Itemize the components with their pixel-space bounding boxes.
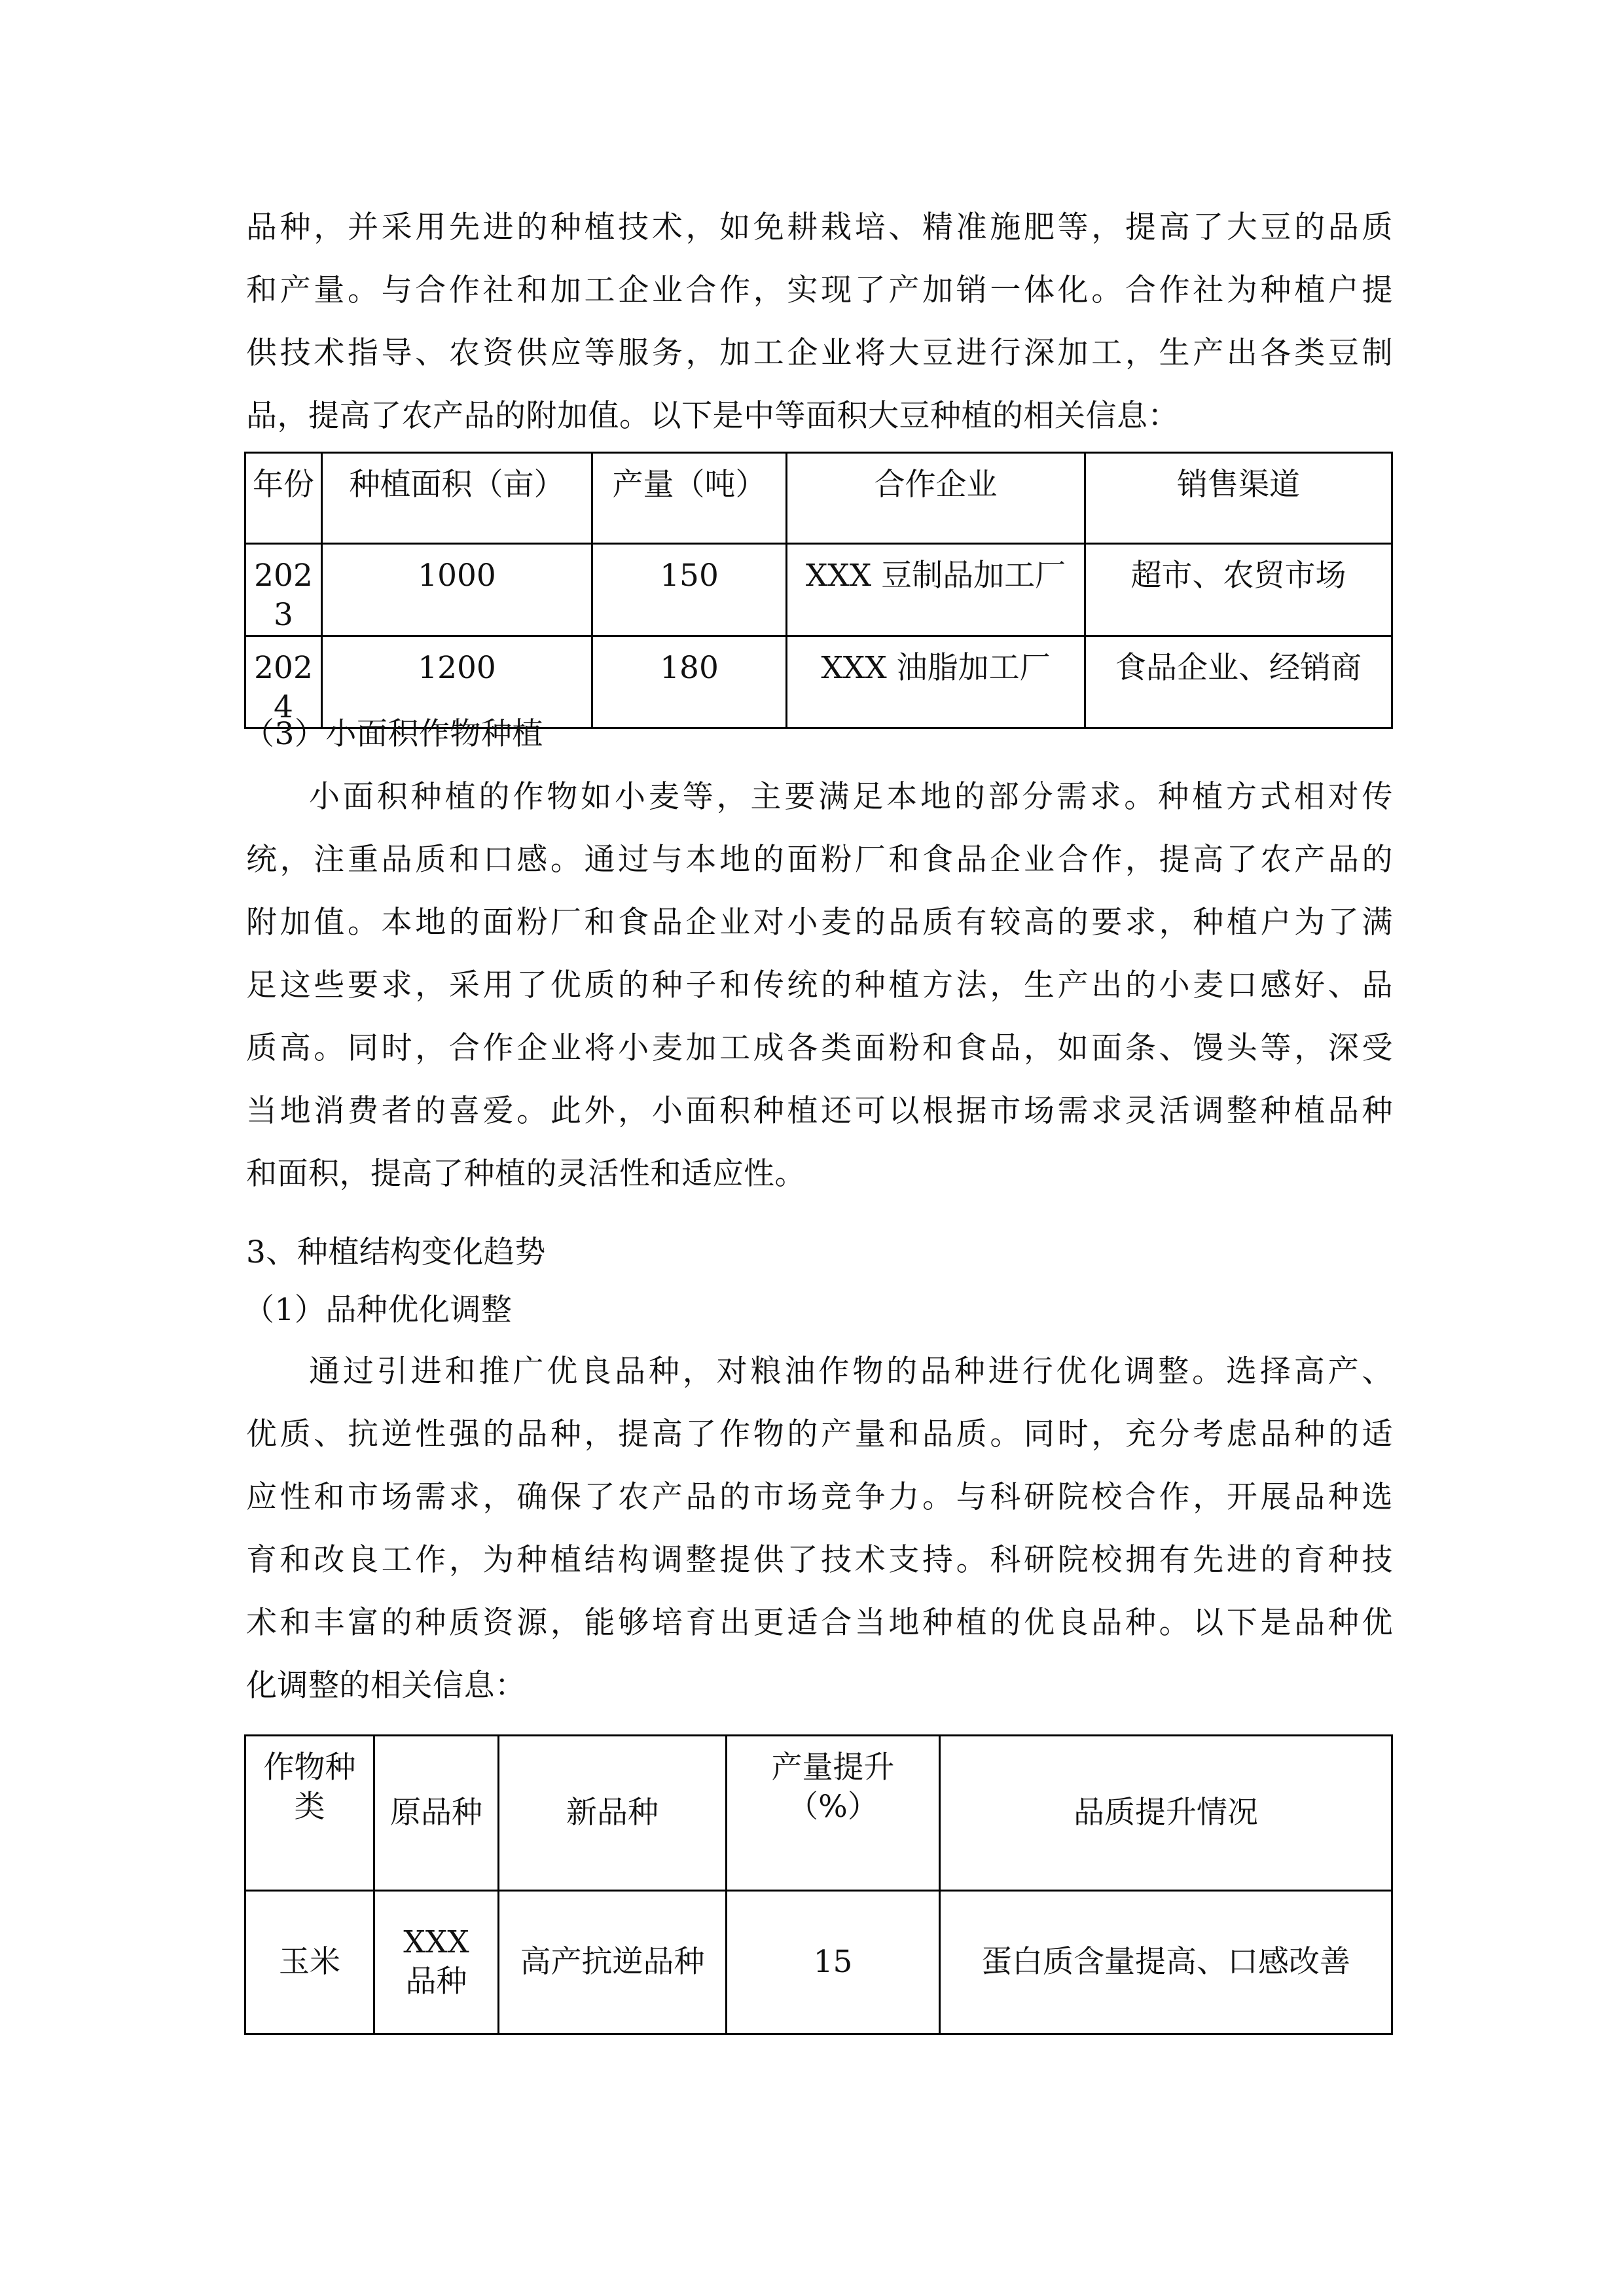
cell-area: 1000 (322, 544, 592, 636)
cell-partner: XXX 豆制品加工厂 (787, 544, 1085, 636)
cell-yield-increase: 15 (727, 1891, 940, 2034)
cell-channel: 食品企业、经销商 (1085, 636, 1392, 728)
cell-area: 1200 (322, 636, 592, 728)
trend-line-5: 术和丰富的种质资源，能够培育出更适合当地种植的优良品种。以下是品种优 (246, 1605, 1393, 1641)
header-cell: 新品种 (499, 1736, 727, 1891)
subheading-variety-optimization: （1）品种优化调整 (244, 1292, 513, 1328)
cell-year: 2024 (245, 636, 322, 728)
small-area-line-1: 小面积种植的作物如小麦等，主要满足本地的部分需求。种植方式相对传 (309, 779, 1393, 815)
header-cell: 原品种 (374, 1736, 499, 1891)
header-cell: 品质提升情况 (940, 1736, 1392, 1891)
table-header-row (245, 1736, 1392, 1891)
header-cell: 种植面积（亩） (322, 453, 592, 544)
cell-new-variety: 高产抗逆品种 (499, 1891, 727, 2034)
cell-year: 2023 (245, 544, 322, 636)
small-area-line-2: 统，注重品质和口感。通过与本地的面粉厂和食品企业合作，提高了农产品的 (246, 842, 1393, 878)
table-row (245, 1891, 1392, 2034)
small-area-line-6: 当地消费者的喜爱。此外，小面积种植还可以根据市场需求灵活调整种植品种 (246, 1093, 1393, 1129)
cell-partner: XXX 油脂加工厂 (787, 636, 1085, 728)
trend-line-1: 通过引进和推广优良品种，对粮油作物的品种进行优化调整。选择高产、 (309, 1354, 1393, 1390)
cell-yield: 180 (592, 636, 787, 728)
section-heading-small-area: （3）小面积作物种植 (244, 716, 543, 752)
cell-quality-improvement: 蛋白质含量提高、口感改善 (940, 1891, 1392, 2034)
trend-line-6: 化调整的相关信息： (246, 1668, 526, 1704)
cell-original-variety: XXX 品种 (374, 1891, 499, 2034)
intro-line-1: 品种，并采用先进的种植技术，如免耕栽培、精准施肥等，提高了大豆的品质 (246, 209, 1393, 245)
cell-crop: 玉米 (245, 1891, 374, 2034)
header-cell: 作物种类 (245, 1736, 374, 1891)
header-cell: 销售渠道 (1085, 453, 1392, 544)
intro-line-4: 品，提高了农产品的附加值。以下是中等面积大豆种植的相关信息： (246, 398, 1179, 434)
small-area-line-5: 质高。同时，合作企业将小麦加工成各类面粉和食品，如面条、馒头等，深受 (246, 1030, 1393, 1066)
trend-line-2: 优质、抗逆性强的品种，提高了作物的产量和品质。同时，充分考虑品种的适 (246, 1416, 1393, 1452)
soy-planting-table (244, 452, 1393, 729)
section-heading-trend: 3、种植结构变化趋势 (246, 1234, 546, 1270)
header-cell: 产量（吨） (592, 453, 787, 544)
header-cell: 产量提升（%） (727, 1736, 940, 1891)
intro-line-3: 供技术指导、农资供应等服务，加工企业将大豆进行深加工，生产出各类豆制 (246, 335, 1393, 371)
variety-optimization-table (244, 1734, 1393, 2035)
trend-line-3: 应性和市场需求，确保了农产品的市场竞争力。与科研院校合作，开展品种选 (246, 1479, 1393, 1515)
cell-yield: 150 (592, 544, 787, 636)
small-area-line-3: 附加值。本地的面粉厂和食品企业对小麦的品质有较高的要求，种植户为了满 (246, 905, 1393, 941)
small-area-line-7: 和面积，提高了种植的灵活性和适应性。 (246, 1156, 806, 1192)
header-cell: 合作企业 (787, 453, 1085, 544)
table-header-row (245, 453, 1392, 544)
table-row (245, 544, 1392, 636)
trend-line-4: 育和改良工作，为种植结构调整提供了技术支持。科研院校拥有先进的育种技 (246, 1542, 1393, 1578)
small-area-line-4: 足这些要求，采用了优质的种子和传统的种植方法，生产出的小麦口感好、品 (246, 967, 1393, 1003)
intro-line-2: 和产量。与合作社和加工企业合作，实现了产加销一体化。合作社为种植户提 (246, 272, 1393, 308)
header-cell: 年份 (245, 453, 322, 544)
cell-channel: 超市、农贸市场 (1085, 544, 1392, 636)
